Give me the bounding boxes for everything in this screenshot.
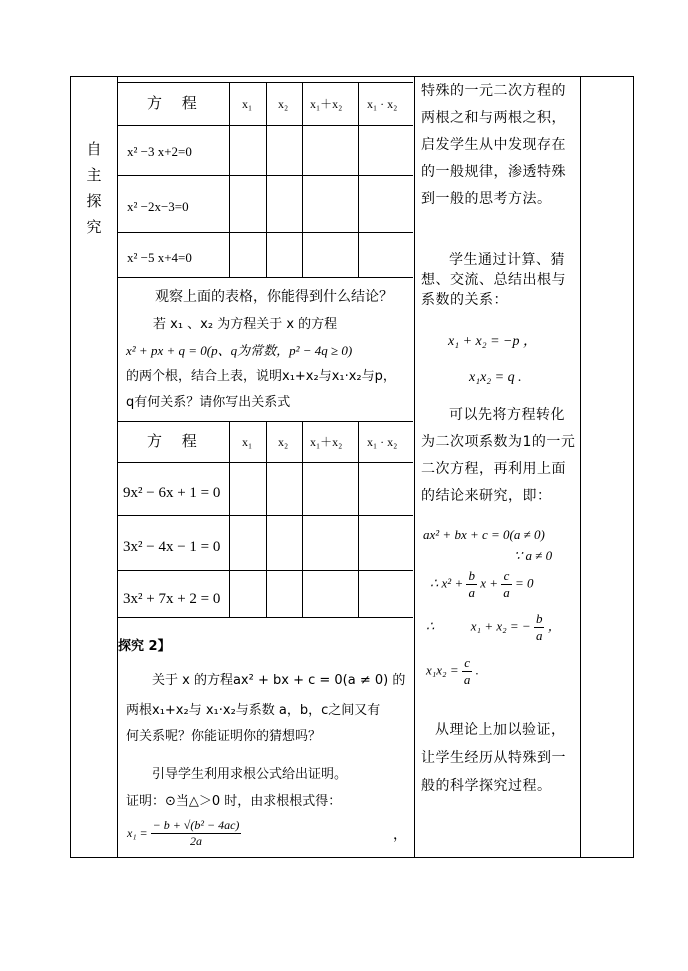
table1-header-x2: x₂ xyxy=(278,97,289,111)
proof-formula-denominator: 2a xyxy=(190,834,202,848)
right-f3: ax² + bx + c = 0(a ≠ 0) xyxy=(423,527,545,542)
para2-line2: x² + px + q = 0(p、q为常数，p² − 4q ≥ 0) xyxy=(126,343,353,358)
frame-col1 xyxy=(117,76,118,858)
table2-row-3: 3x² + 7x + 2 = 0 xyxy=(123,591,221,607)
right-f4: ∵ a ≠ 0 xyxy=(514,548,553,563)
table2-header-equation: 方 程 xyxy=(147,432,197,450)
frame-col3 xyxy=(580,76,581,858)
explore2-line2: 两根x₁+x₂与 x₁·x₂与系数 a，b，c之间又有 xyxy=(126,703,381,718)
table2-header-x1: x₁ xyxy=(242,435,253,449)
frame-col2 xyxy=(414,76,415,858)
frame-left xyxy=(70,76,71,858)
table1-header-x1: x₁ xyxy=(242,97,253,111)
frame-right xyxy=(633,76,634,858)
proof-text: 证明：⊙当△＞0 时，由求根根式得： xyxy=(126,794,342,809)
right-f7: x₁x₂ = $\frac{c}{a}$ . xyxy=(426,655,479,687)
table1-header-product: x₁ · x₂ xyxy=(367,97,398,111)
side-label: 自 主 探 究 xyxy=(86,140,102,236)
right-f5: ∴ x² + $\frac{b}{a}$ x + $\frac{c}{a}$ = 0 xyxy=(430,568,534,600)
right-f6: ∴ x₁ + x₂ = − $\frac{b}{a}$ ， xyxy=(426,611,561,643)
frame-top xyxy=(70,76,634,77)
table2-header-sum: x₁＋x₂ xyxy=(310,435,343,449)
right-p2: 学生通过计算、猜想、交流、总结出根与系数的关系： xyxy=(421,252,566,308)
para2-line4: q有何关系？请你写出关系式 xyxy=(126,395,291,410)
table2-header-product: x₁ · x₂ xyxy=(367,435,398,449)
explore2-line3: 何关系呢？你能证明你的猜想吗？ xyxy=(126,729,322,744)
table2-header-x2: x₂ xyxy=(278,435,289,449)
table2-row-1: 9x² − 6x + 1 = 0 xyxy=(123,485,221,501)
proof-formula-numerator: − b + √(b² − 4ac) xyxy=(152,818,240,832)
explore2-title: 探究 2】 xyxy=(118,639,171,654)
table2-row-2: 3x² − 4x − 1 = 0 xyxy=(123,539,221,555)
proof-formula: x₁ = $\frac{\text{− b + √(b² − 4ac)}}{2a}$ xyxy=(127,818,240,848)
explore2-line1: 关于 x 的方程ax² + bx + c = 0(a ≠ 0) 的 xyxy=(152,673,406,688)
guide-text: 引导学生利用求根公式给出证明。 xyxy=(152,767,348,782)
right-f2: x₁x₂ = q . xyxy=(469,370,522,385)
right-f1: x₁ + x₂ = −p ， xyxy=(448,334,538,349)
observe-question: 观察上面的表格，你能得到什么结论？ xyxy=(155,289,393,305)
table1-header-sum: x₁＋x₂ xyxy=(310,97,343,111)
proof-comma: ， xyxy=(393,827,407,843)
right-p3: 可以先将方程转化为二次项系数为1的一元二次方程，再利用上面的结论来研究，即： xyxy=(421,407,576,504)
para2-line1: 若 x₁ 、x₂ 为方程关于 x 的方程 xyxy=(153,317,338,332)
frame-bottom xyxy=(70,857,634,858)
table1-row-1: x² −3 x+2=0 xyxy=(127,144,192,159)
right-p4: 从理论上加以验证，让学生经历从特殊到一般的科学探究过程。 xyxy=(421,722,566,794)
para2-line3: 的两个根，结合上表，说明x₁+x₂与x₁·x₂与p， xyxy=(126,369,396,384)
right-p1: 特殊的一元二次方程的两根之和与两根之积，启发学生从中发现存在的一般规律，渗透特殊到一般的思考方法。 xyxy=(421,83,566,207)
table1-header-equation: 方 程 xyxy=(147,94,197,112)
table1-row-3: x² −5 x+4=0 xyxy=(127,250,192,265)
table1-row-2: x² −2x−3=0 xyxy=(127,199,189,214)
